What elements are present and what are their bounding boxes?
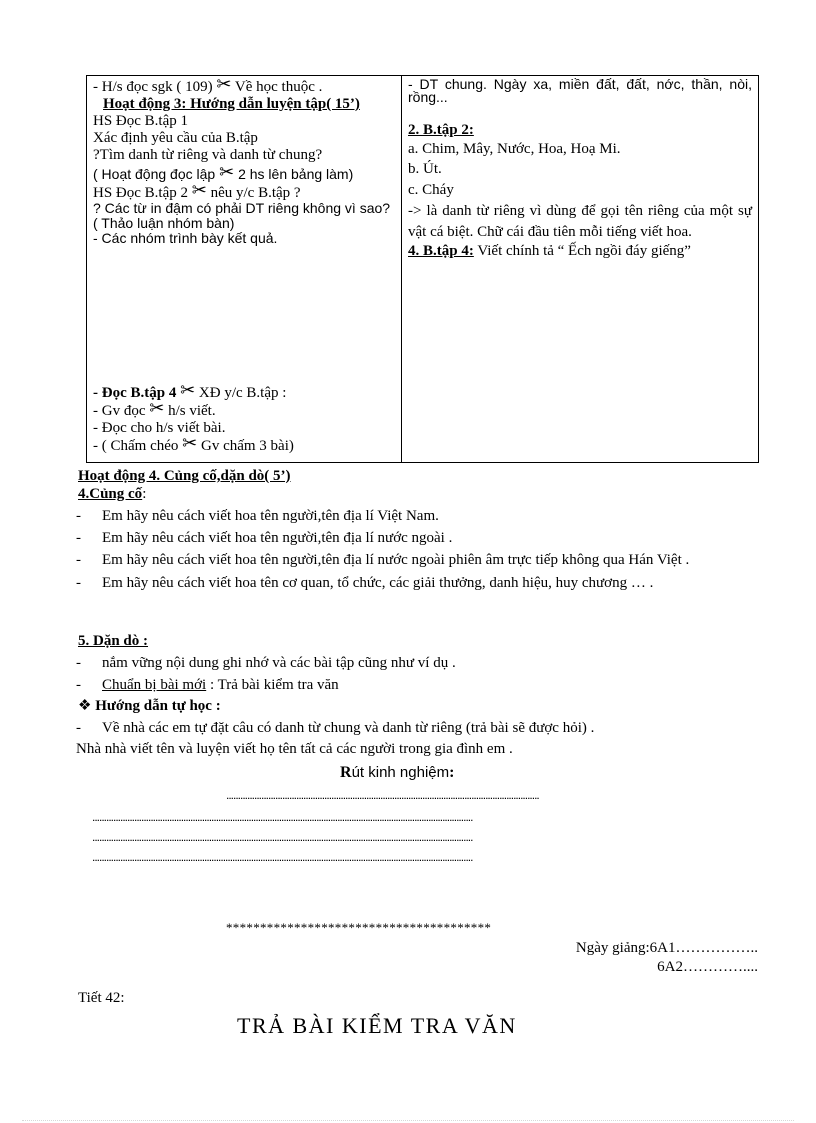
scissors-icon: ✂ <box>180 380 196 400</box>
list-item: - Em hãy nêu cách viết hoa tên người,tên địa lí Việt Nam. <box>76 508 439 524</box>
self-study-line-2: Nhà nhà viết tên và luyện viết họ tên tất cả các người trong gia đình em . <box>76 741 513 757</box>
left-line-9: ( Thảo luận nhóm bàn) <box>93 215 235 231</box>
scissors-icon: ✂ <box>219 162 235 182</box>
dando-item-2: - Chuẩn bị bài mới : Trả bài kiểm tra văn <box>76 677 339 693</box>
right-line-5: c. Cháy <box>408 182 454 198</box>
activity-3-heading: Hoạt động 3: Hướng dẫn luyện tập( 15’) <box>103 96 360 112</box>
right-line-1: - DT chung. Ngày xa, miền đất, đất, nớc, thần, nòi, rồng... <box>408 76 752 105</box>
left-line-10: - Các nhóm trình bày kết quả. <box>93 230 278 246</box>
dando-heading: 5. Dặn dò : <box>78 633 149 649</box>
left-line-7: HS Đọc B.tập 2 ✂ nêu y/c B.tập ? <box>93 180 301 201</box>
cungco-list <box>76 505 758 594</box>
dando-item-1: - nắm vững nội dung ghi nhớ và các bài tập cũng như ví dụ . <box>76 655 456 671</box>
content-column <box>402 76 759 463</box>
dotted-line-4: ................................................................................................................................................................... <box>92 850 473 864</box>
left-line-14: - ( Chấm chéo ✂ Gv chấm 3 bài) <box>93 433 294 454</box>
diamond-bullet-icon: ❖ <box>78 698 92 714</box>
left-line-6: ( Hoạt động đọc lập ✂ 2 hs lên bảng làm) <box>93 162 354 182</box>
right-line-3: a. Chim, Mây, Nước, Hoa, Hoạ Mi. <box>408 141 621 157</box>
dotted-line-1: ...................................................................................................................................... <box>226 788 539 802</box>
self-study-heading: ❖ Hướng dẫn tự học : <box>78 698 221 714</box>
lesson-number: Tiết 42: <box>78 990 125 1006</box>
page-edge <box>22 1120 794 1121</box>
right-line-6: -> là danh từ riêng vì dùng để gọi tên riêng của một sự vật cá biệt. Chữ cái đầu tiên mỗi tiếng viết hoa. <box>408 203 752 240</box>
left-line-12: - Gv đọc ✂ h/s viết. <box>93 398 216 419</box>
list-item: - Em hãy nêu cách viết hoa tên cơ quan, tổ chức, các giải thưởng, danh hiệu, huy chương … . <box>76 575 654 591</box>
star-separator: *************************************** <box>226 920 492 935</box>
teaching-date-6a1: Ngày giảng:6A1…………….. <box>575 940 758 956</box>
left-line-4: Xác định yêu cầu của B.tập <box>93 130 258 146</box>
right-line-4: b. Út. <box>408 161 442 177</box>
left-line-5: ?Tìm danh từ riêng và danh từ chung? <box>93 147 323 163</box>
scissors-icon: ✂ <box>149 398 165 418</box>
right-line-7: 4. B.tập 4: Viết chính tả “ Ếch ngồi đáy giếng” <box>408 243 691 259</box>
teacher-student-column <box>87 76 402 463</box>
dotted-line-3: ................................................................................................................................................................... <box>92 830 473 844</box>
dotted-line-2: ................................................................................................................................................................... <box>92 810 473 824</box>
scissors-icon: ✂ <box>216 74 232 94</box>
left-line-3: HS Đọc B.tập 1 <box>93 113 188 129</box>
scissors-icon: ✂ <box>191 180 207 200</box>
activity-4-heading: Hoạt động 4. Củng cố,dặn dò( 5’) <box>78 468 291 484</box>
scissors-icon: ✂ <box>182 433 198 453</box>
cungco-heading: 4.Củng cố: <box>78 486 147 502</box>
teaching-date-6a2: 6A2………….... <box>657 959 758 975</box>
exercise-2-heading: 2. B.tập 2: <box>408 122 474 138</box>
left-line-1: - H/s đọc sgk ( 109) ✂ Về học thuộc . <box>93 74 323 95</box>
self-study-item: - Về nhà các em tự đặt câu có danh từ chung và danh từ riêng (trả bài sẽ được hỏi) . <box>76 720 595 736</box>
left-line-8: ? Các từ in đậm có phải DT riêng không vì sao? <box>93 200 391 216</box>
left-line-11: - Đọc B.tập 4 ✂ XĐ y/c B.tập : <box>93 380 287 401</box>
lesson-title: TRẢ BÀI KIỂM TRA VĂN <box>237 1013 517 1038</box>
lesson-table <box>86 75 759 463</box>
list-item: - Em hãy nêu cách viết hoa tên người,tên địa lí nước ngoài phiên âm trực tiếp không qua Hán Việt . <box>76 552 690 568</box>
experience-heading: Rút kinh nghiệm: <box>340 764 455 781</box>
lesson-title-wrap <box>237 1010 816 1038</box>
exercise-4-block <box>93 380 395 455</box>
left-line-13: - Đọc cho h/s viết bài. <box>93 420 226 436</box>
list-item: - Em hãy nêu cách viết hoa tên người,tên địa lí nước ngoài . <box>76 530 453 546</box>
exercise-4-label: 4. B.tập 4: <box>408 243 474 259</box>
